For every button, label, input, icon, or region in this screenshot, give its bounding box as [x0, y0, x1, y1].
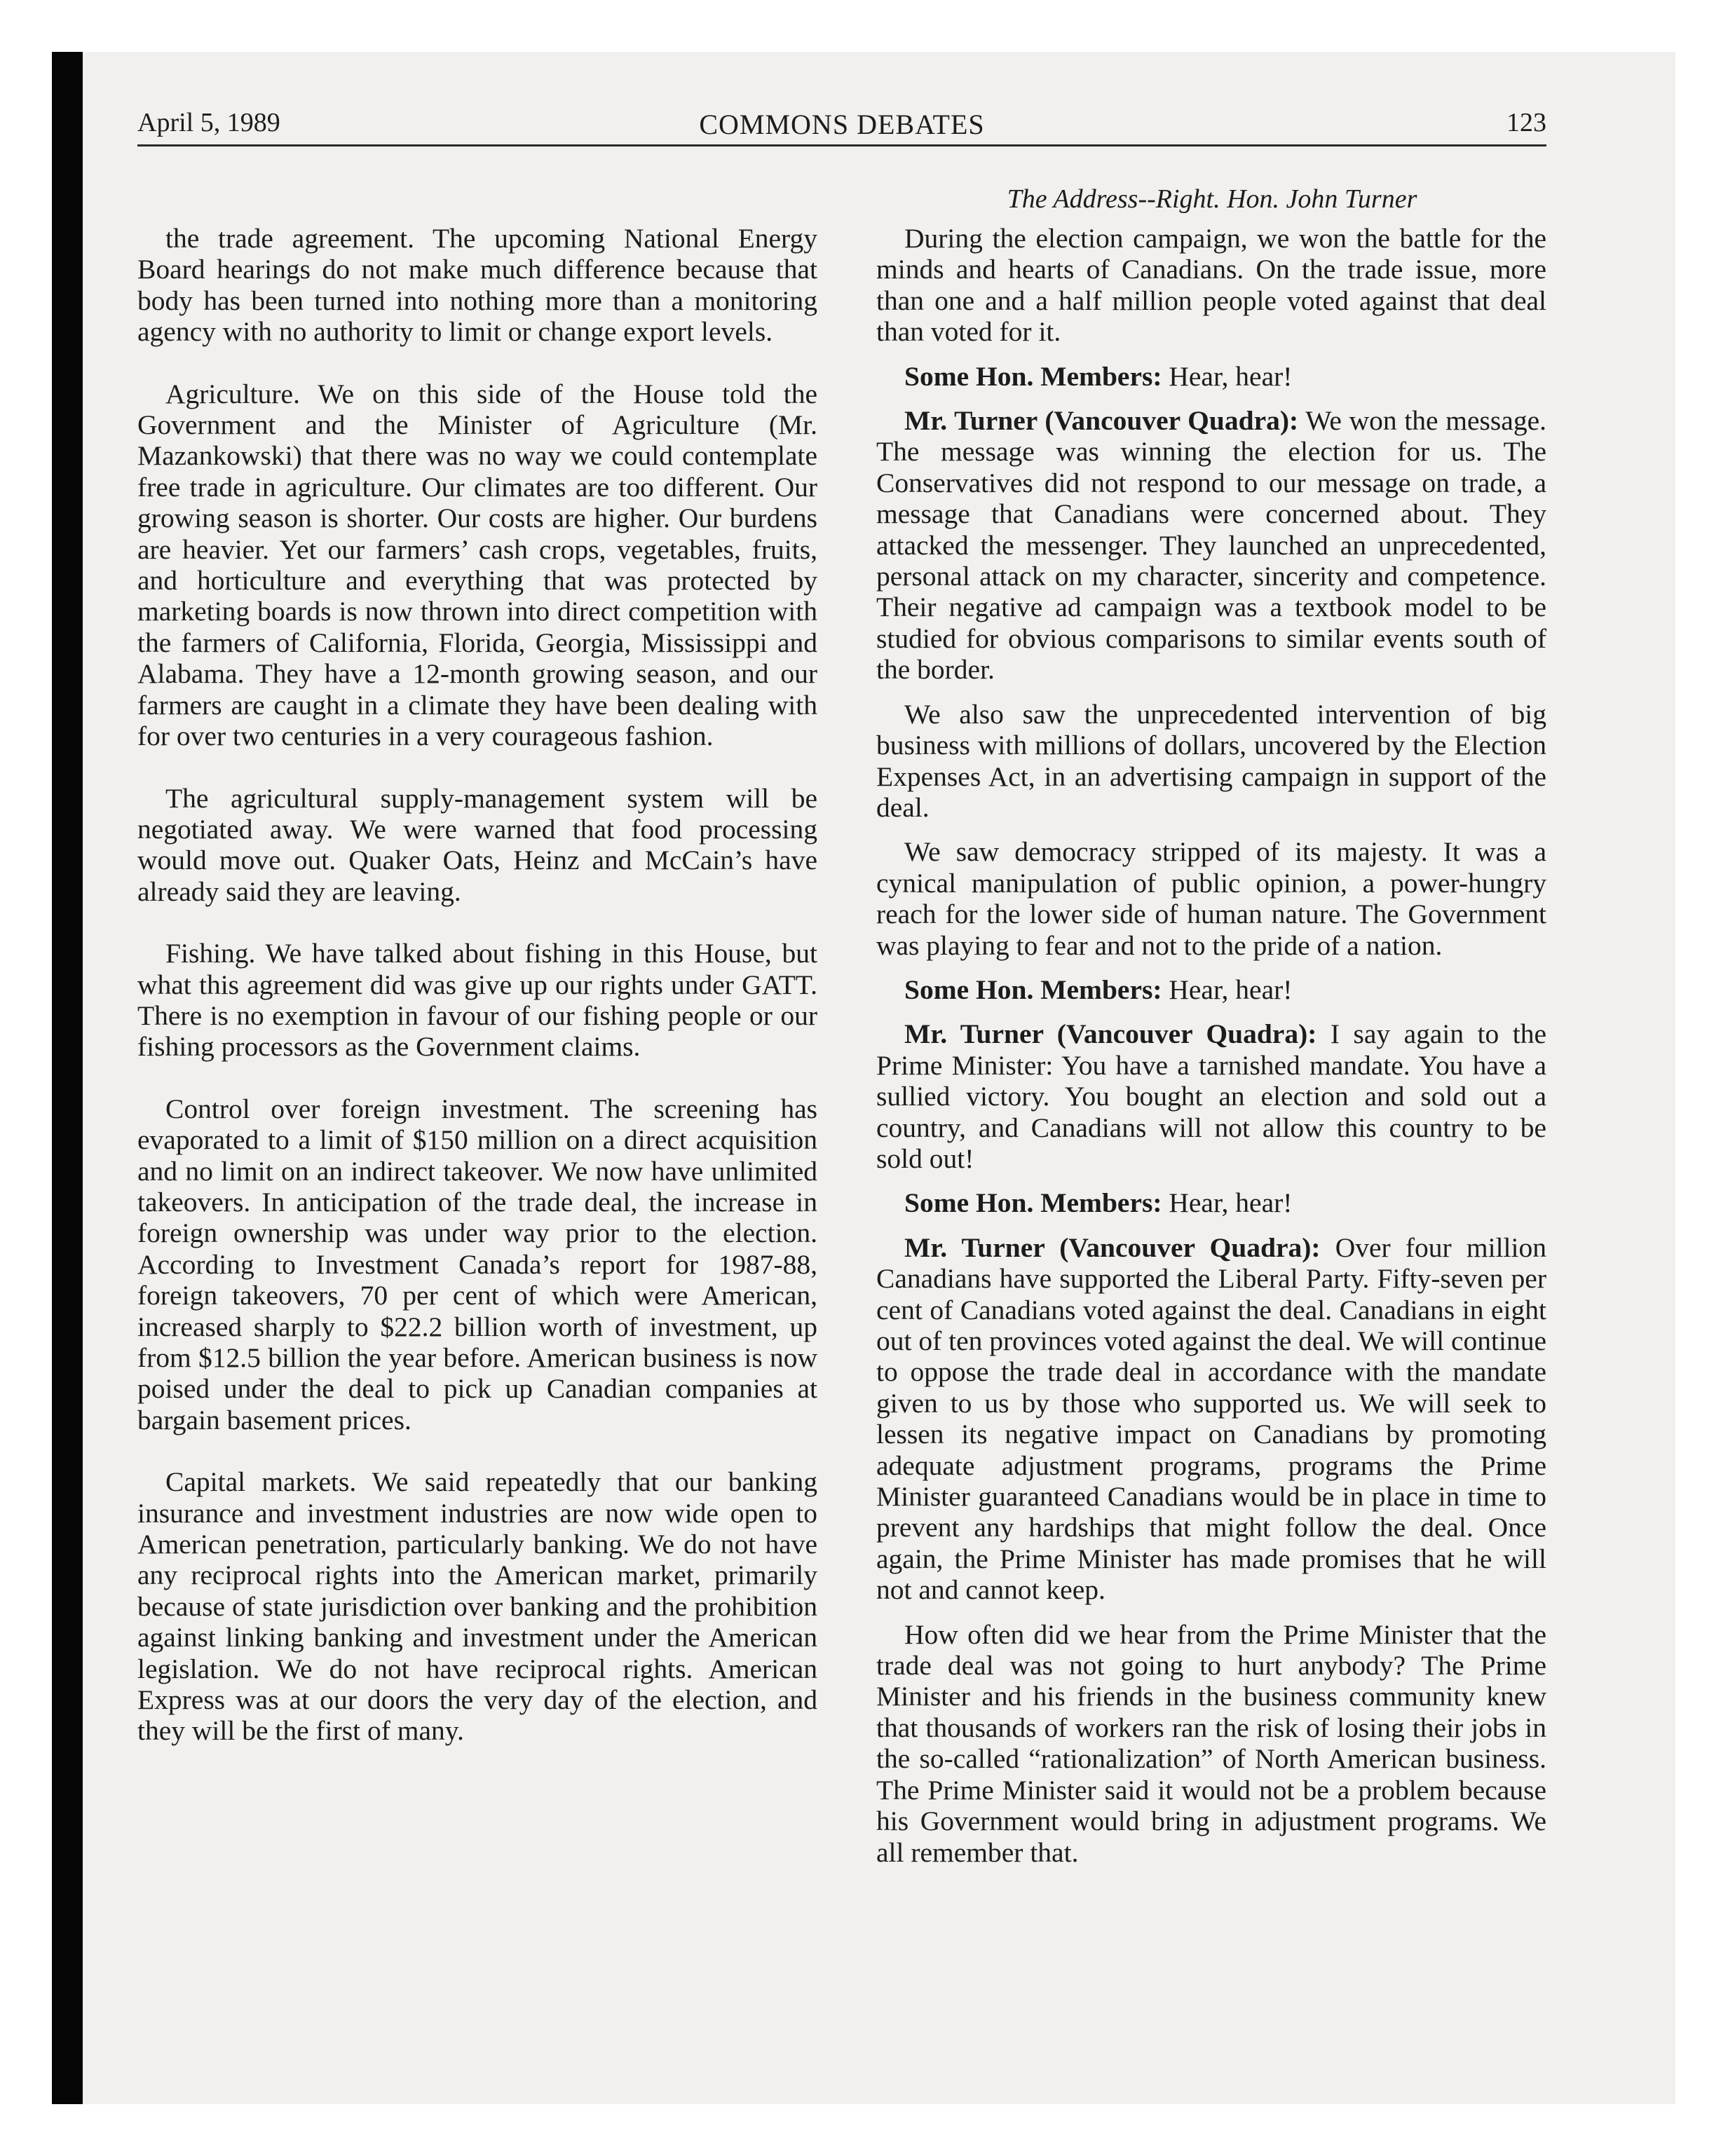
paragraph-text: We also saw the unprecedented intervention of big business with millions of dollars, uncovered by the Election Expenses Act, in an advertising campaign in support of the deal.: [876, 698, 1546, 823]
paragraph: Capital markets. We said repeatedly that our banking insurance and investment industries are now wide open to American penetration, particularly banking. We do not have any reciprocal rights into the American market, primarily because of state jurisdiction over banking and the prohibition against linking banking and investment under the American legislation. We do not have reciprocal rights. American Express was at our doors the very day of the election, and they will be the first of many.: [137, 1466, 817, 1747]
paragraph: [876, 1619, 1546, 1868]
speaker-label: Mr. Turner (Vancouver Quadra):: [904, 405, 1299, 437]
paragraph: [876, 1018, 1546, 1174]
paragraph-text: How often did we hear from the Prime Minister that the trade deal was not going to hurt anybody? The Prime Minister and his friends in the business community knew that thousands of workers ran the risk of losing their jobs in the so-called “rationalization” of North American business. The Prime Minister said it would not be a problem because his Government would bring in adjustment programs. We all remember that.: [876, 1618, 1546, 1868]
speaker-label: Mr. Turner (Vancouver Quadra):: [904, 1231, 1321, 1263]
section-title: The Address--Right. Hon. John Turner: [1007, 184, 1417, 214]
paragraph: [876, 223, 1546, 348]
paragraph: Agriculture. We on this side of the House told the Government and the Minister of Agriculture (Mr. Mazankowski) that there was no way we could contemplate free trade in agriculture. Our climates are too different. Our growing season is shorter. Our costs are higher. Our burdens are heavier. Yet our farmers’ cash crops, vegetables, fruits, and horticulture and everything that was protected by marketing boards is now thrown into direct competition with the farmers of California, Florida, Georgia, Mississippi and Alabama. They have a 12-month growing season, and our farmers are caught in a climate they have been dealing with for over two centuries in a very courageous fashion.: [137, 378, 817, 752]
paragraph: [876, 699, 1546, 824]
header-date: April 5, 1989: [137, 108, 280, 137]
paragraph: [876, 1187, 1546, 1218]
speaker-label: Some Hon. Members:: [904, 974, 1162, 1005]
paragraph: [876, 1232, 1546, 1606]
speaker-label: Mr. Turner (Vancouver Quadra):: [904, 1018, 1317, 1050]
paragraph: The agricultural supply-management system will be negotiated away. We were warned that food processing would move out. Quaker Oats, Heinz and McCain’s have already said they are leaving.: [137, 782, 817, 907]
paragraph: Fishing. We have talked about fishing in this House, but what this agreement did was give up our rights under GATT. There is no exemption in favour of our fishing people or our fishing processors as the Government claims.: [137, 938, 817, 1063]
binding-shadow: [52, 52, 83, 2104]
paragraph: [876, 405, 1546, 685]
running-header: [137, 102, 1546, 144]
left-column: [137, 223, 817, 1747]
paragraph-text: Hear, hear!: [1169, 1187, 1293, 1219]
paragraph-text: I say again to the Prime Minister: You have a tarnished mandate. You have a sullied victory. You bought an election and sold out a country, and Canadians will not allow this country to be sold out!: [876, 1018, 1547, 1174]
paragraph: [876, 361, 1546, 392]
paragraph: Control over foreign investment. The screening has evaporated to a limit of $150 million on a direct acquisition and no limit on an indirect takeover. We now have unlimited takeovers. In anticipation of the trade deal, the increase in foreign ownership was under way prior to the election. According to Investment Canada’s report for 1987-88, foreign takeovers, 70 per cent of which were American, increased sharply to $22.2 billion worth of investment, up from $12.5 billion the year before. American business is now poised under the deal to pick up Canadian companies at bargain basement prices.: [137, 1093, 817, 1435]
page-number: 123: [1506, 108, 1546, 137]
right-column: [876, 223, 1546, 1868]
paragraph: [876, 836, 1546, 961]
header-title: COMMONS DEBATES: [699, 109, 985, 140]
paragraph-text: During the election campaign, we won the battle for the minds and hearts of Canadians. On the trade issue, more than one and a half million people voted against that deal than voted for it.: [876, 223, 1546, 348]
paragraph: the trade agreement. The upcoming National Energy Board hearings do not make much difference because that body has been turned into nothing more than a monitoring agency with no authority to limit or change export levels.: [137, 223, 817, 348]
paragraph: [876, 974, 1546, 1005]
paragraph-text: We won the message. The message was winning the election for us. The Conservatives did not respond to our message on trade, a message that Canadians were concerned about. They attacked the messenger. They launched an unprecedented, personal attack on my character, sincerity and competence. Their negative ad campaign was a textbook model to be studied for obvious comparisons to similar events south of the border.: [876, 405, 1546, 685]
speaker-label: Some Hon. Members:: [904, 360, 1162, 392]
header-rule: [137, 144, 1546, 146]
paragraph-text: We saw democracy stripped of its majesty. It was a cynical manipulation of public opinion, a power-hungry reach for the lower side of human nature. The Government was playing to fear and not to the pride of a nation.: [876, 836, 1546, 961]
speaker-label: Some Hon. Members:: [904, 1187, 1162, 1219]
paragraph-text: Hear, hear!: [1169, 360, 1293, 392]
paragraph-text: Hear, hear!: [1169, 974, 1293, 1005]
paragraph-text: Over four million Canadians have supported the Liberal Party. Fifty-seven per cent of Canadians voted against the deal. Canadians in eight out of ten provinces voted against the deal. We will continue to oppose the trade deal in accordance with the mandate given to us by those who supported us. We will seek to lessen its negative impact on Canadians by promoting adequate adjustment programs, programs the Prime Minister guaranteed Canadians would be in place in time to prevent any hardships that might follow the deal. Once again, the Prime Minister has made promises that he will not and cannot keep.: [876, 1231, 1547, 1606]
